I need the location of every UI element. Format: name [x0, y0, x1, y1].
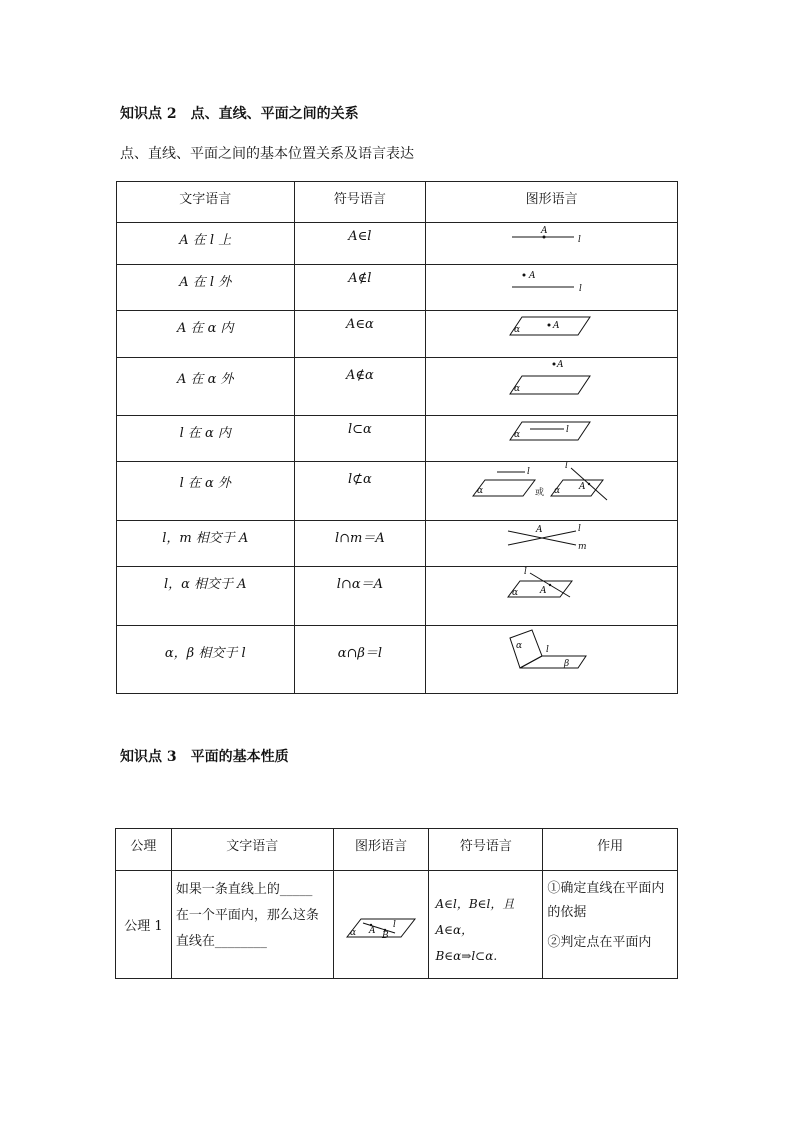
label-B: B [382, 930, 389, 941]
point-off-line-figure [502, 265, 602, 297]
table-header-row [116, 829, 678, 871]
table-row [117, 358, 678, 416]
label-l: l [564, 462, 568, 471]
axiom-symbol-line1: A∈l，B∈l，且 A∈α， [435, 897, 515, 937]
axiom-name: 公理 1 [124, 919, 163, 934]
label-l: l [565, 425, 569, 435]
row-symbol: l⊄α [347, 472, 372, 487]
table-row [117, 311, 678, 358]
label-A: A [369, 925, 376, 936]
row-symbol: A∉l [348, 271, 372, 286]
row-symbol: l⊂α [347, 422, 372, 437]
label-A: A [535, 525, 543, 535]
axiom-usage [543, 871, 677, 955]
table-row [117, 521, 678, 567]
section3-heading: 知识点 3 平面的基本性质 [120, 749, 289, 765]
axiom1-figure [341, 907, 421, 943]
header-axiom: 公理 [130, 839, 157, 854]
label-alpha: α [476, 486, 483, 496]
header-text-language: 文字语言 [226, 839, 279, 854]
header-symbol-language: 符号语言 [459, 839, 512, 854]
axiom-text-line1: 如果一条直线上的_____ [175, 882, 313, 897]
row-text: α，β 相交于 l [164, 646, 246, 661]
label-alpha: α [350, 927, 357, 938]
header-symbol-language: 符号语言 [333, 192, 386, 207]
label-A: A [539, 586, 547, 596]
label-l: l [577, 235, 581, 245]
row-text: l 在 α 外 [179, 476, 231, 491]
label-alpha: α [511, 588, 518, 598]
label-alpha: α [513, 325, 520, 335]
label-m: m [577, 542, 587, 552]
table-header-row [117, 182, 678, 223]
label-beta: β [563, 659, 569, 669]
line-off-plane-figure [467, 462, 637, 504]
label-A: A [556, 360, 564, 370]
row-text: A 在 l 外 [179, 275, 232, 290]
label-A: A [528, 271, 536, 281]
section2-intro: 点、直线、平面之间的基本位置关系及语言表达 [120, 146, 414, 162]
lines-intersect-figure [502, 521, 602, 555]
label-l: l [545, 645, 549, 655]
row-symbol: α∩β＝l [337, 646, 383, 661]
axioms-table [115, 828, 678, 979]
label-l: l [577, 524, 581, 534]
label-l: l [578, 284, 582, 294]
axiom-symbol-line2: B∈α⇒l⊂α. [435, 949, 498, 963]
row-symbol: A∈α [345, 317, 374, 332]
header-figure-language: 图形语言 [525, 192, 578, 207]
header-usage: 作用 [597, 839, 624, 854]
row-text: l 在 α 内 [179, 426, 231, 441]
axiom-text [172, 871, 333, 955]
label-A: A [578, 482, 586, 492]
label-alpha: α [513, 430, 520, 440]
planes-intersect-figure [502, 626, 602, 674]
axiom-usage-1: ①确定直线在平面内的依据 [547, 881, 665, 920]
label-l: l [393, 919, 396, 930]
header-text-language: 文字语言 [179, 192, 232, 207]
header-figure-language: 图形语言 [354, 839, 407, 854]
row-symbol: A∈l [348, 229, 372, 244]
row-text: l，α 相交于 A [163, 577, 247, 592]
label-alpha: α [513, 384, 520, 394]
label-or: 或 [534, 488, 544, 498]
relations-table [116, 181, 678, 694]
row-text: A 在 α 外 [176, 372, 234, 387]
row-text: A 在 l 上 [179, 233, 232, 248]
label-l: l [526, 467, 530, 477]
table-row [117, 626, 678, 694]
axiom-text-line2: 在一个平面内，那么这条 [175, 908, 319, 923]
table-row [116, 871, 678, 979]
table-row [117, 416, 678, 462]
label-alpha: α [515, 641, 522, 651]
point-in-plane-figure [502, 311, 602, 341]
row-symbol: l∩α＝A [336, 577, 383, 592]
line-in-plane-figure [502, 416, 602, 446]
row-text: l，m 相交于 A [162, 531, 249, 546]
axiom-usage-2: ②判定点在平面内 [547, 935, 652, 950]
label-A: A [552, 321, 560, 331]
row-symbol: A∉α [345, 368, 374, 383]
table-row [117, 265, 678, 311]
table-row [117, 462, 678, 521]
row-text: A 在 α 内 [176, 321, 234, 336]
section2-heading: 知识点 2 点、直线、平面之间的关系 [120, 106, 359, 122]
line-plane-intersect-figure [502, 567, 602, 603]
label-alpha: α [553, 486, 560, 496]
point-off-plane-figure [502, 358, 602, 400]
label-l: l [523, 567, 527, 577]
table-row [117, 223, 678, 265]
axiom-symbol [429, 871, 542, 969]
label-A: A [540, 226, 548, 236]
table-row [117, 567, 678, 626]
row-symbol: l∩m＝A [334, 531, 385, 546]
axiom-text-line3: 直线在________ [175, 934, 267, 949]
point-on-line-figure [502, 223, 602, 251]
